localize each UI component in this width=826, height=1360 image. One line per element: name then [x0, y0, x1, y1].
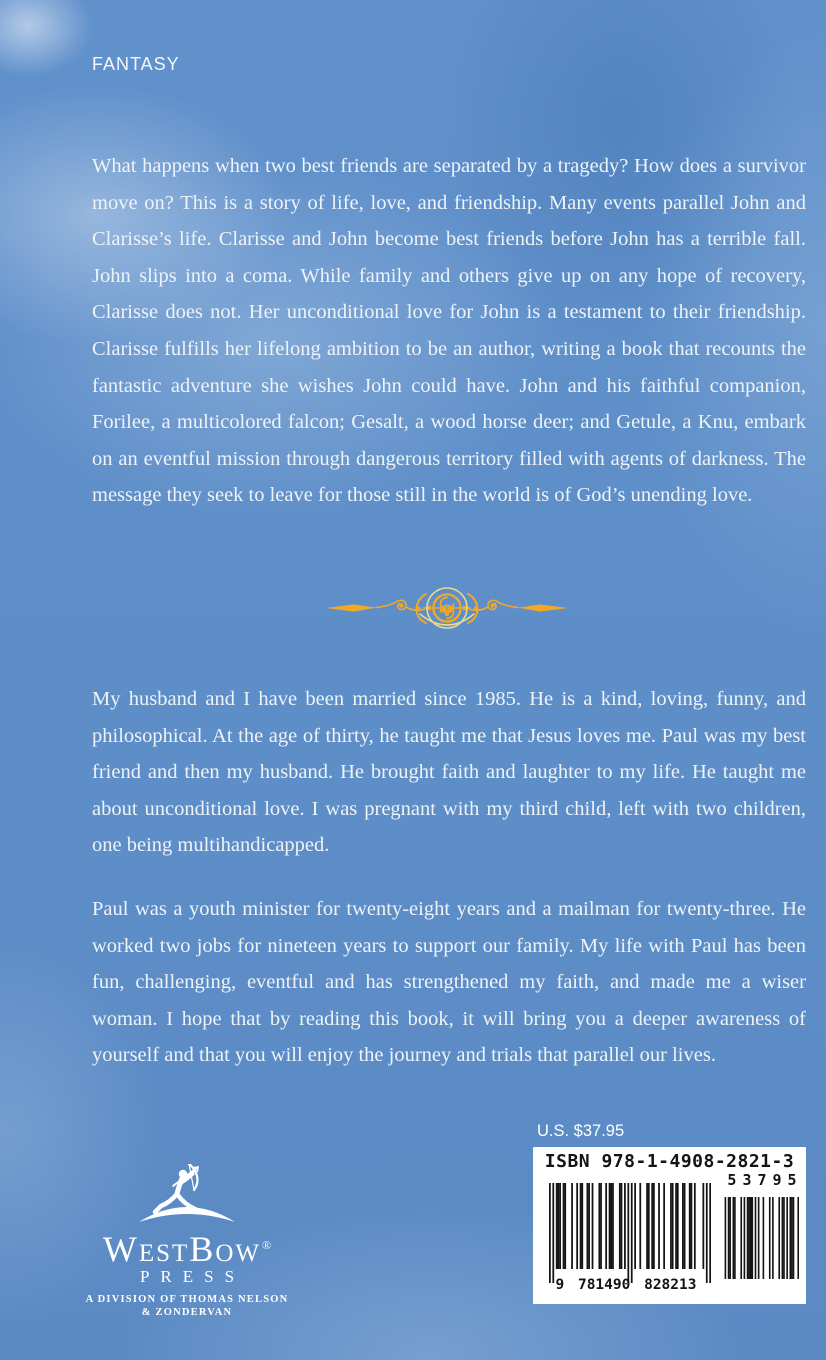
publisher-logo [48, 1164, 326, 1318]
isbn-number-label: ISBN 978-1-4908-2821-3 [544, 1151, 795, 1172]
flourish-divider-icon [322, 580, 572, 636]
publisher-division-line1: A DIVISION OF THOMAS NELSON [85, 1294, 289, 1305]
author-bio-paragraph-2: Paul was a youth minister for twenty-eight years and a mailman for twenty-three. He worked two jobs for nineteen years to support our family. My life with Paul has been fun, challenging, eventful and has strengthened my faith, and made me a wiser woman. I hope that by reading this book, it will bring you a deeper awareness of yourself and that you will enjoy the journey and trials that parallel our lives. [92, 898, 806, 1067]
price-label: U.S. $37.95 [537, 1122, 625, 1140]
publisher-name [48, 1228, 326, 1269]
synopsis-paragraph: What happens when two best friends are separated by a tragedy? How does a survivor move on? This is a story of life, love, and friendship. Many events parallel John and Clarisse’s life. Clarisse and John become best friends before John has a terrible fall. John slips into a coma. While family and others give up on any hope of recovery, Clarisse does not. Her unconditional love for John is a testament to their friendship. Clarisse fulfills her lifelong ambition to be an author, writing a book that recounts the fantastic adventure she wishes John could have. John and his faithful companion, Forilee, a multicolored falcon; Gesalt, a wood horse deer; and Getule, a Knu, embark on an eventful mission through dangerous territory filled with agents of darkness. The message they seek to leave for those still in the world is of God’s unending love. [92, 155, 806, 507]
supplement-barcode-bars [723, 1197, 799, 1279]
genre-label: FANTASY [92, 54, 180, 74]
publisher-press-label: PRESS [139, 1267, 246, 1286]
ean13-human-digits: 9 781490 828213 [555, 1277, 697, 1293]
registered-mark: ® [261, 1238, 272, 1252]
archer-icon [135, 1164, 239, 1226]
isbn-barcode-block [533, 1147, 806, 1304]
publisher-division-line2: & ZONDERVAN [141, 1307, 233, 1318]
publisher-wordmark: WestBow [102, 1229, 261, 1269]
barcode-supplement-digits: 53795 [727, 1171, 803, 1189]
ean13-barcode-bars [549, 1183, 711, 1283]
author-bio-paragraph-1: My husband and I have been married since 1985. He is a kind, loving, funny, and philosophical. At the age of thirty, he taught me that Jesus loves me. Paul was my best friend and then my husband. He brought faith and laughter to my life. He taught me about unconditional love. I was pregnant with my third child, left with two children, one being multihandicapped. [92, 688, 806, 857]
